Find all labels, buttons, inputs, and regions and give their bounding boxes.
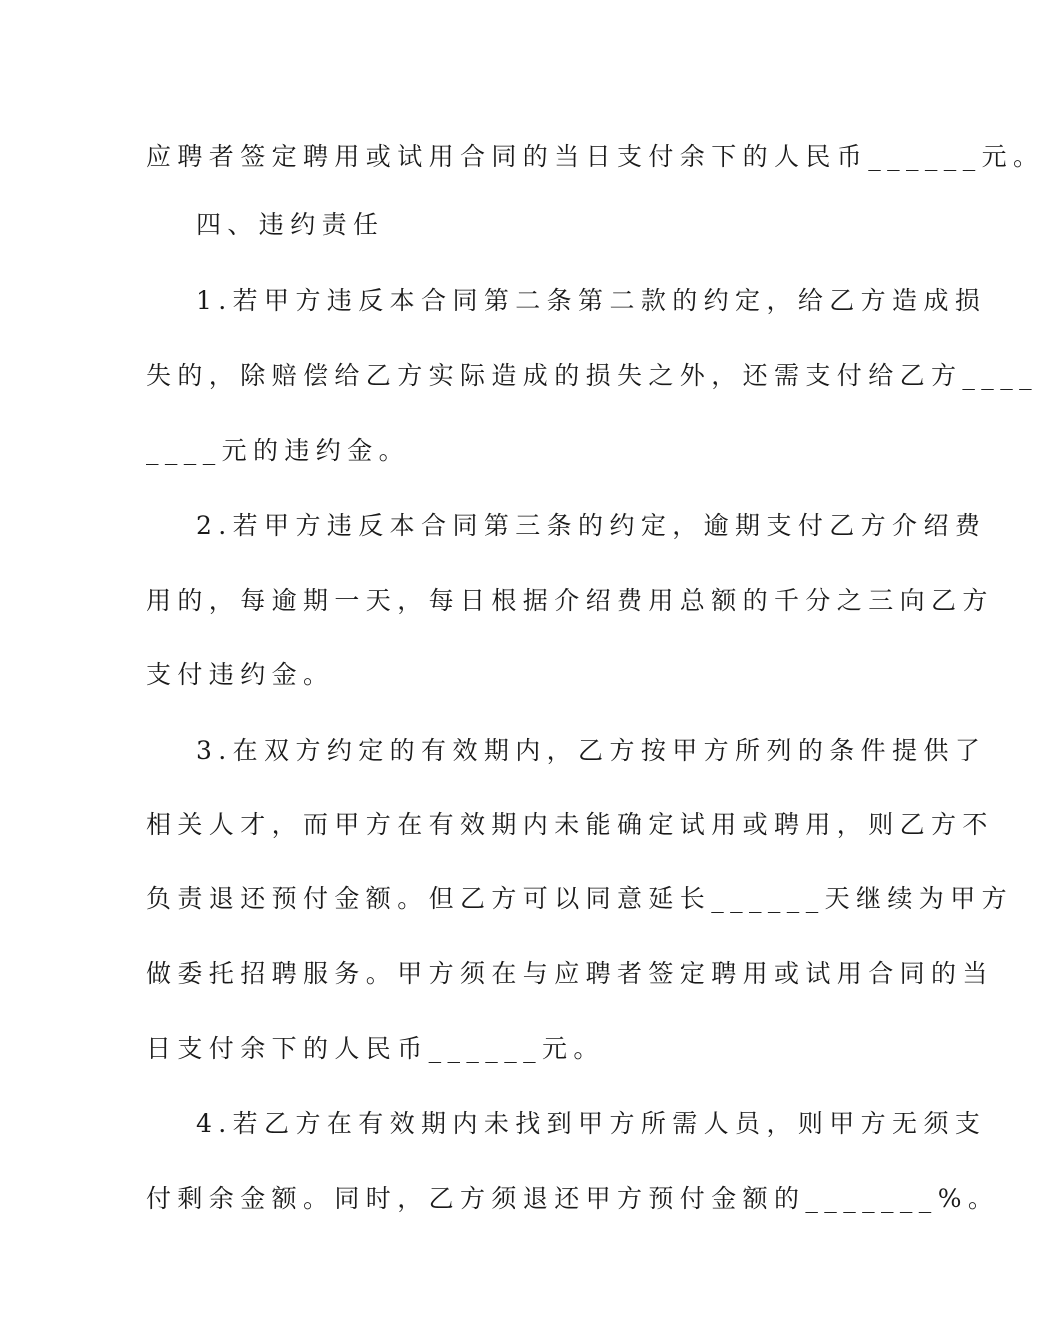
- text-line: 4.若乙方在有效期内未找到甲方所需人员，则甲方无须支: [196, 1109, 987, 1138]
- text-line: 应聘者签定聘用或试用合同的当日支付余下的人民币______元。: [146, 142, 1044, 171]
- text-line: 日支付余下的人民币______元。: [146, 1034, 605, 1063]
- text-line: 相关人才，而甲方在有效期内未能确定试用或聘用，则乙方不: [146, 810, 994, 839]
- text-line: 1.若甲方违反本合同第二条第二款的约定，给乙方造成损: [196, 286, 987, 315]
- text-line: 3.在双方约定的有效期内，乙方按甲方所列的条件提供了: [196, 736, 987, 765]
- text-line: ____元的违约金。: [146, 436, 411, 465]
- text-line: 付剩余金额。同时，乙方须退还甲方预付金额的_______%。: [146, 1184, 1000, 1213]
- text-line: 负责退还预付金额。但乙方可以同意延长______天继续为甲方: [146, 884, 1014, 913]
- text-line: 失的，除赔偿给乙方实际造成的损失之外，还需支付给乙方____: [146, 361, 1039, 390]
- text-line: 用的，每逾期一天，每日根据介绍费用总额的千分之三向乙方: [146, 586, 994, 615]
- section-heading: 四、违约责任: [196, 210, 385, 239]
- text-line: 支付违约金。: [146, 660, 335, 689]
- text-line: 做委托招聘服务。甲方须在与应聘者签定聘用或试用合同的当: [146, 959, 994, 988]
- text-line: 2.若甲方违反本合同第三条的约定，逾期支付乙方介绍费: [196, 511, 987, 540]
